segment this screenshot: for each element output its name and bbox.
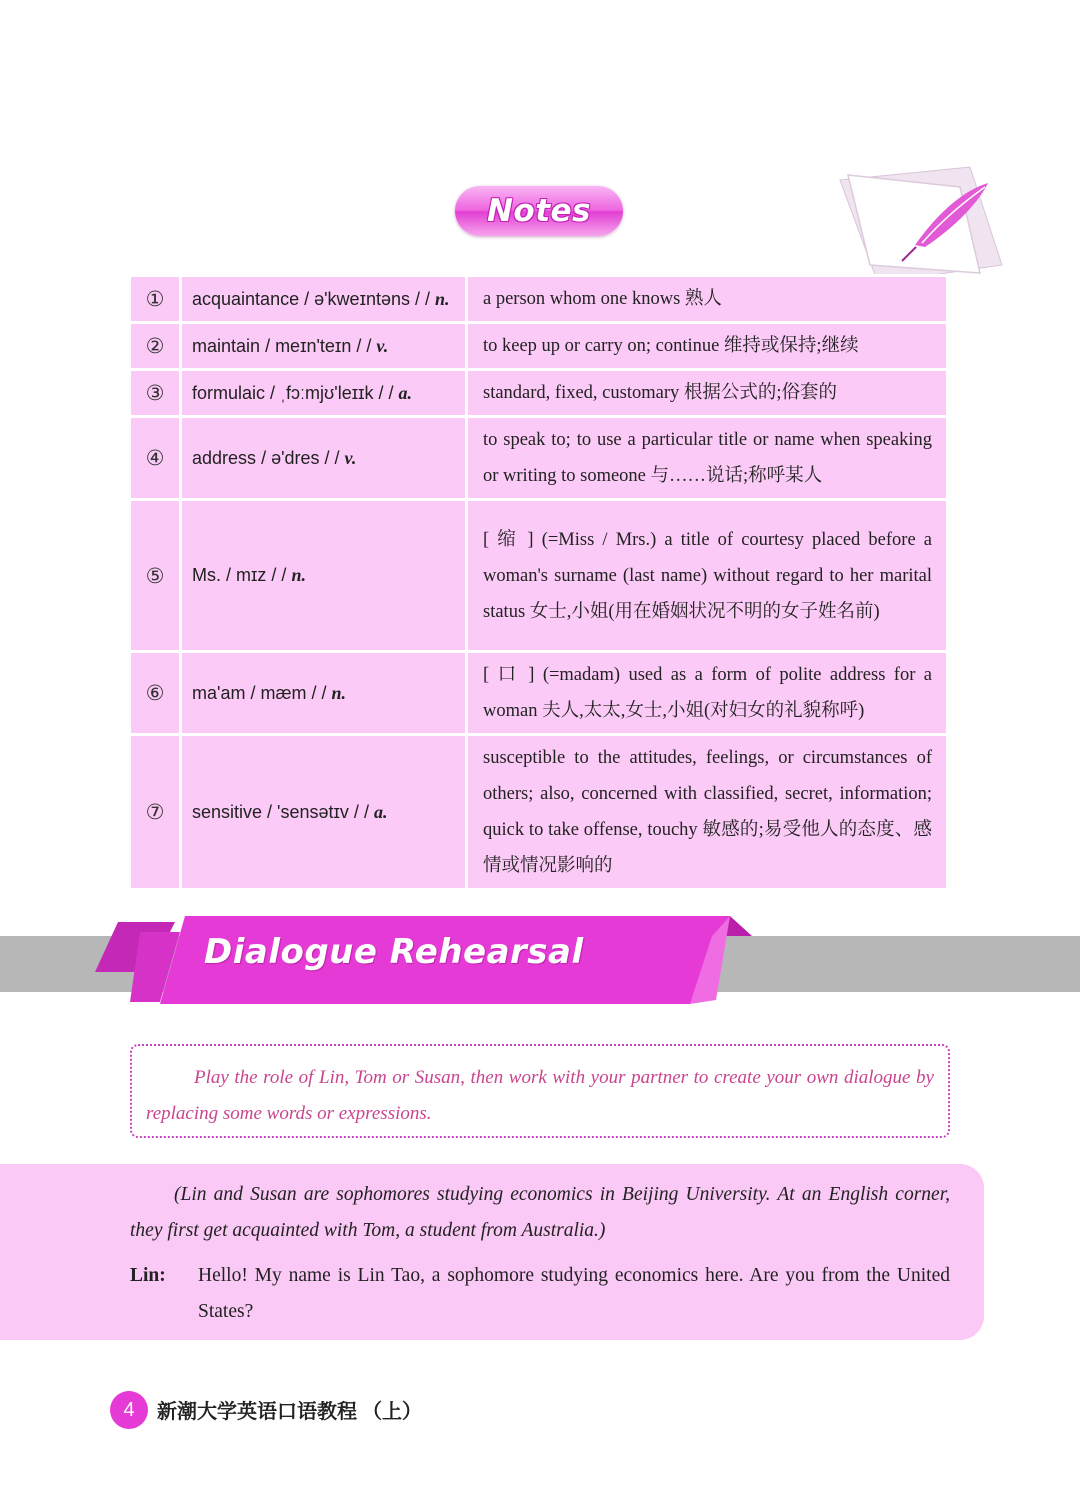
note-row bbox=[130, 276, 948, 323]
note-definition: [ 口 ] (=madam) used as a form of polite address for a woman 夫人,太太,女士,小姐(对妇女的礼貌称呼) bbox=[467, 652, 948, 735]
note-number: ⑤ bbox=[130, 500, 181, 652]
book-title: 新潮大学英语口语教程 （上） bbox=[157, 1401, 422, 1423]
quill-paper-icon bbox=[830, 155, 1010, 285]
instruction-text: Play the role of Lin, Tom or Susan, then work with your partner to create your own dialogue by replacing some words or expressions. bbox=[146, 1067, 934, 1124]
note-number: ④ bbox=[130, 417, 181, 500]
note-definition: [ 缩 ] (=Miss / Mrs.) a title of courtesy placed before a woman's surname (last name) without regard to her marital status 女士,小姐(用在婚姻状况不明的女子姓名前) bbox=[467, 500, 948, 652]
note-term: ma'am / mæm / / n. bbox=[181, 652, 467, 735]
note-number: ⑦ bbox=[130, 735, 181, 890]
page-number: 4 bbox=[110, 1391, 148, 1429]
note-definition: susceptible to the attitudes, feelings, or circumstances of others; also, concerned with classified, secret, information; quick to take offense, touchy 敏感的;易受他人的态度、感情或情况影响的 bbox=[467, 735, 948, 890]
note-number: ① bbox=[130, 276, 181, 323]
note-row bbox=[130, 417, 948, 500]
note-definition: to keep up or carry on; continue 维持或保持;继续 bbox=[467, 323, 948, 370]
notes-table bbox=[128, 274, 949, 891]
stage-direction: (Lin and Susan are sophomores studying economics in Beijing University. At an English corner, they first get acquainted with Tom, a student from Australia.) bbox=[130, 1184, 950, 1241]
note-definition: standard, fixed, customary 根据公式的;俗套的 bbox=[467, 370, 948, 417]
note-number: ② bbox=[130, 323, 181, 370]
instruction-box bbox=[130, 1044, 950, 1138]
note-definition: to speak to; to use a particular title or name when speaking or writing to someone 与……说话;称呼某人 bbox=[467, 417, 948, 500]
note-term: sensitive / 'sensətɪv / / a. bbox=[181, 735, 467, 890]
note-number: ③ bbox=[130, 370, 181, 417]
note-number: ⑥ bbox=[130, 652, 181, 735]
note-row bbox=[130, 500, 948, 652]
speaker-label: Lin: bbox=[130, 1265, 166, 1286]
note-term: acquaintance / ə'kweɪntəns / / n. bbox=[181, 276, 467, 323]
note-row bbox=[130, 370, 948, 417]
notes-title: Notes bbox=[486, 193, 592, 229]
note-row bbox=[130, 735, 948, 890]
section-title: Dialogue Rehearsal bbox=[204, 932, 584, 972]
dialogue-line: Hello! My name is Lin Tao, a sophomore studying economics here. Are you from the United States? bbox=[198, 1265, 950, 1322]
note-term: formulaic / ˌfɔːmjʊ'leɪɪk / / a. bbox=[181, 370, 467, 417]
note-term: address / ə'dres / / v. bbox=[181, 417, 467, 500]
note-row bbox=[130, 652, 948, 735]
note-definition: a person whom one knows 熟人 bbox=[467, 276, 948, 323]
note-row bbox=[130, 323, 948, 370]
note-term: Ms. / mɪz / / n. bbox=[181, 500, 467, 652]
notes-title-badge bbox=[455, 186, 623, 236]
note-term: maintain / meɪn'teɪn / / v. bbox=[181, 323, 467, 370]
